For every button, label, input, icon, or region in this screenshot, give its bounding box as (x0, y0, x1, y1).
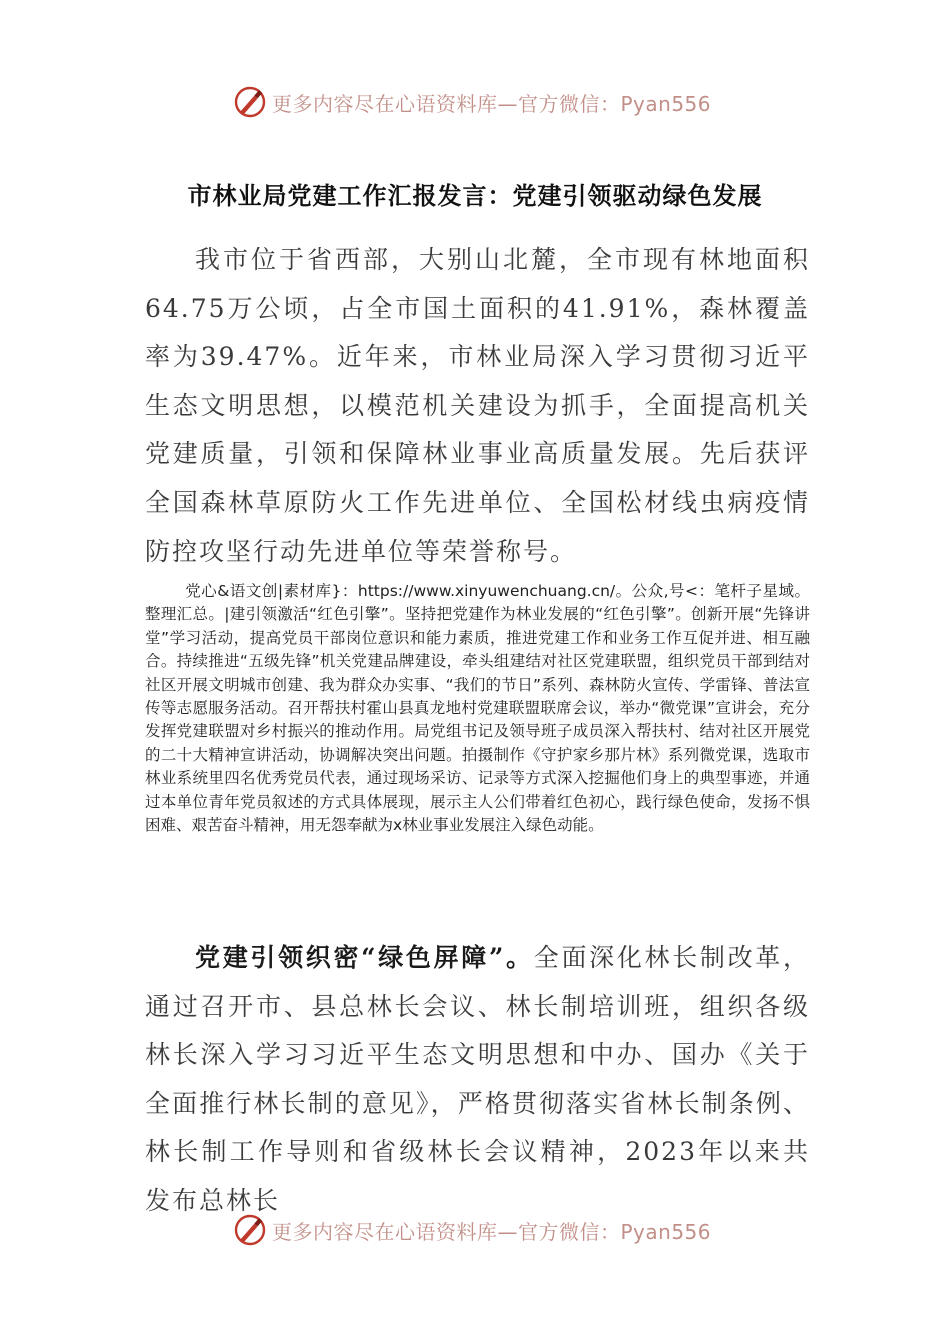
pen-logo-icon (232, 84, 268, 120)
document-title: 市林业局党建工作汇报发言：党建引领驱动绿色发展 (187, 182, 763, 210)
paragraph-body: 全面深化林长制改革，通过召开市、县总林长会议、林长制培训班，组织各级林长深入学习习近平生态文明思想和中办、国办《关于全面推行林长制的意见》，严格贯彻落实省林长制条例、林长制工作导则和省级林长会议精神，2023年以来共发布总林长 (145, 943, 810, 1215)
paragraph-intro: 我市位于省西部，大别山北麓，全市现有林地面积64.75万公顷，占全市国土面积的41.91%，森林覆盖率为39.47%。近年来，市林业局深入学习贯彻习近平生态文明思想，以模范机关建设为抓手，全面提高机关党建质量，引领和保障林业事业高质量发展。先后获评全国森林草原防火工作先进单位、全国松材线虫病疫情防控攻坚行动先进单位等荣誉称号。 (145, 245, 810, 566)
watermark-text: 更多内容尽在心语资料库—官方微信：Pyan556 (272, 91, 712, 116)
watermark-text: 更多内容尽在心语资料库—官方微信：Pyan556 (272, 1219, 712, 1244)
watermark-footer (232, 1210, 752, 1250)
watermark-header (232, 82, 752, 122)
paragraph-red-engine: 党心&语文创|素材库}：https://www.xinyuwenchuang.cn/。公众,号<：笔杆子星域。整理汇总。|建引领激活“红色引擎”。坚持把党建作为林业发展的“红色引擎”。创新开展“先锋讲堂”学习活动，提高党员干部岗位意识和能力素质，推进党建工作和业务工作互促并进、相互融合。持续推进“五级先锋”机关党建品牌建设，牵头组建结对社区党建联盟，组织党员干部到结对社区开展文明城市创建、我为群众办实事、“我们的节日”系列、森林防火宣传、学雷锋、普法宣传等志愿服务活动。召开帮扶村霍山县真龙地村党建联盟联席会议，举办“微党课”宣讲会，充分发挥党建联盟对乡村振兴的推动作用。局党组书记及领导班子成员深入帮扶村、结对社区开展党的二十大精神宣讲活动，协调解决突出问题。拍摄制作《守护家乡那片林》系列微党课，选取市林业系统里四名优秀党员代表，通过现场采访、记录等方式深入挖掘他们身上的典型事迹，并通过本单位青年党员叙述的方式具体展现，展示主人公们带着红色初心，践行绿色使命，发扬不惧困难、艰苦奋斗精神，用无怨奉献为x林业事业发展注入绿色动能。 (145, 582, 810, 835)
pen-logo-icon (232, 1212, 268, 1248)
paragraph-lead-heading: 党建引领织密“绿色屏障”。 (195, 943, 534, 972)
paragraph-green-barrier (145, 934, 810, 1226)
